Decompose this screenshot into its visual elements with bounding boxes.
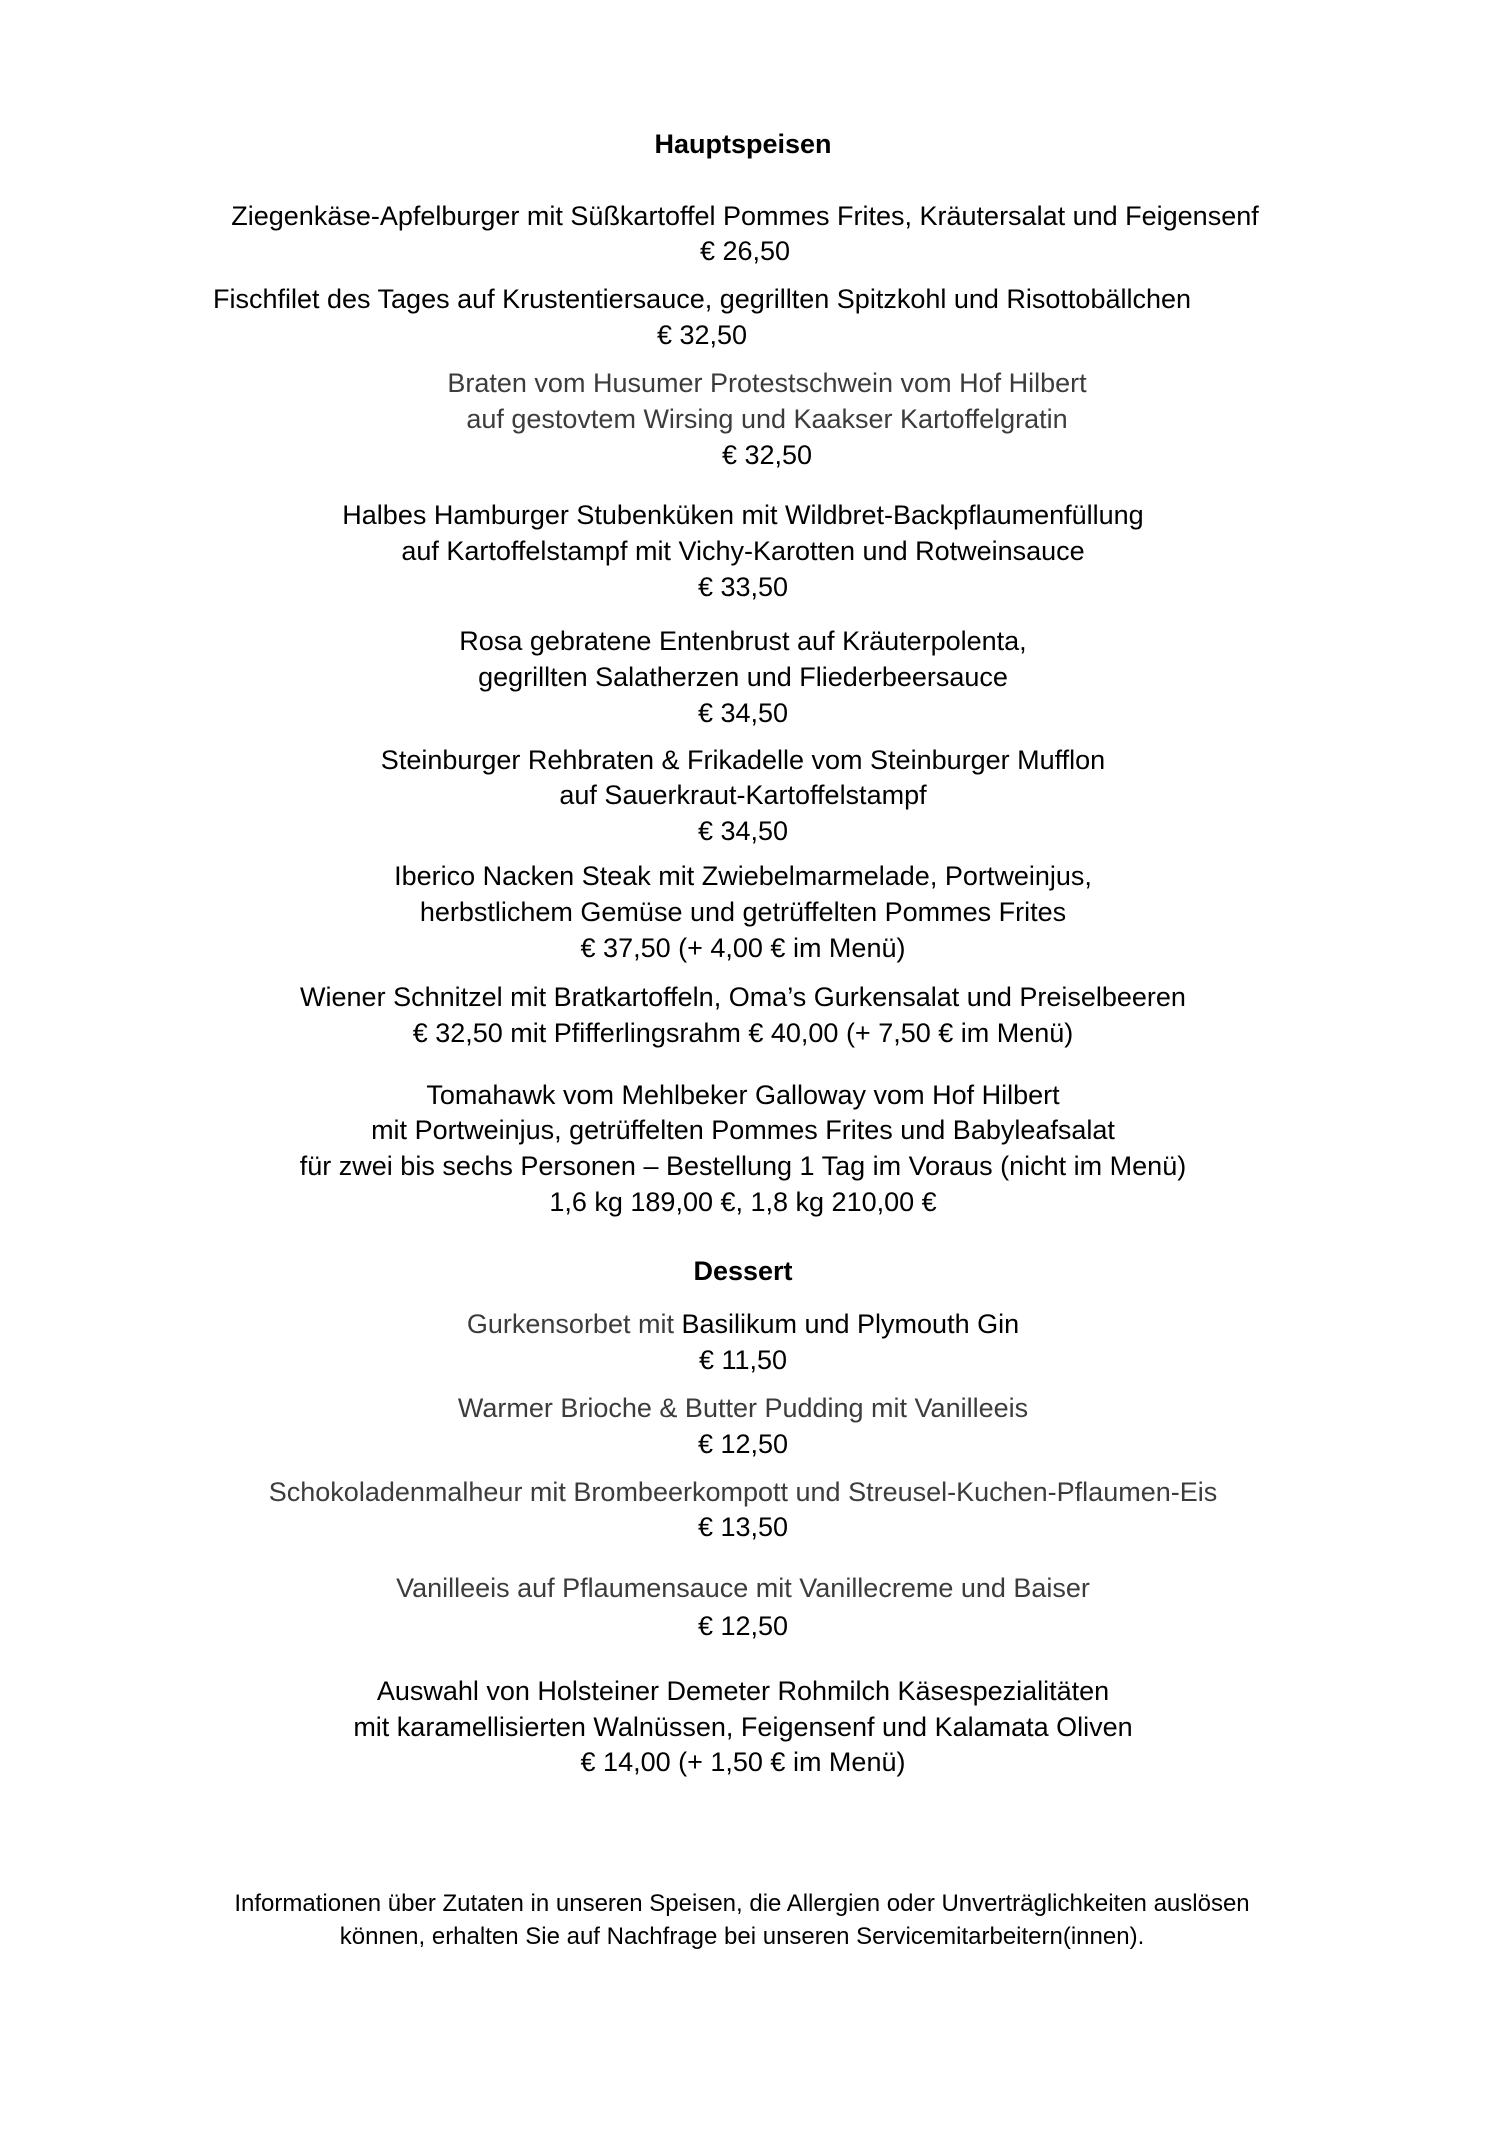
menu-item-entenbrust-line: Rosa gebratene Entenbrust auf Kräuterpolenta,: [459, 626, 1027, 656]
menu-item-tomahawk-line: mit Portweinjus, getrüffelten Pommes Frites und Babyleafsalat: [371, 1115, 1115, 1145]
menu-item-rehbraten-line: Steinburger Rehbraten & Frikadelle vom Steinburger Mufflon: [380, 745, 1106, 775]
section-heading-hauptspeisen: Hauptspeisen: [654, 129, 832, 159]
menu-item-wiener-schnitzel-price: € 32,50 mit Pfifferlingsrahm € 40,00 (+ 7,50 € im Menü): [412, 1018, 1074, 1048]
dessert-name-part: Basilikum und Plymouth Gin: [673, 1309, 1020, 1339]
menu-item-vanilleeis-line: Vanilleeis auf Pflaumensauce mit Vanillecreme und Baiser: [396, 1573, 1090, 1603]
menu-item-rehbraten-price: € 34,50: [697, 816, 789, 846]
menu-item-schokoladenmalheur-price: € 13,50: [697, 1512, 789, 1542]
menu-item-tomahawk-price: 1,6 kg 189,00 €, 1,8 kg 210,00 €: [549, 1187, 937, 1217]
menu-item-braten-protestschwein-line: auf gestovtem Wirsing und Kaakser Kartoffelgratin: [466, 404, 1068, 434]
menu-item-wiener-schnitzel-line: Wiener Schnitzel mit Bratkartoffeln, Oma’s Gurkensalat und Preiselbeeren: [300, 982, 1186, 1012]
menu-item-stubenkueken-line: auf Kartoffelstampf mit Vichy-Karotten und Rotweinsauce: [401, 536, 1085, 566]
menu-item-kaesespezialitaeten-price: € 14,00 (+ 1,50 € im Menü): [580, 1747, 906, 1777]
menu-item-tomahawk-line: Tomahawk vom Mehlbeker Galloway vom Hof Hilbert: [426, 1080, 1060, 1110]
menu-item-braten-protestschwein-line: Braten vom Husumer Protestschwein vom Hof Hilbert: [447, 368, 1087, 398]
menu-item-brioche-pudding-price: € 12,50: [697, 1429, 789, 1459]
menu-item-ziegenkaese-apfelburger-price: € 26,50: [699, 236, 791, 266]
menu-item-vanilleeis-price: € 12,50: [697, 1611, 789, 1641]
menu-item-iberico-steak-line: herbstlichem Gemüse und getrüffelten Pommes Frites: [419, 897, 1067, 927]
menu-item-kaesespezialitaeten-line: mit karamellisierten Walnüssen, Feigensenf und Kalamata Oliven: [353, 1712, 1133, 1742]
dessert-name-part: Gurkensorbet mit: [466, 1309, 674, 1339]
menu-item-iberico-steak-price: € 37,50 (+ 4,00 € im Menü): [580, 933, 906, 963]
menu-item-brioche-pudding-line: Warmer Brioche & Butter Pudding mit Vanilleeis: [457, 1393, 1029, 1423]
menu-item-fischfilet-price: € 32,50: [656, 320, 748, 350]
menu-item-ziegenkaese-apfelburger-line: Ziegenkäse-Apfelburger mit Süßkartoffel Pommes Frites, Kräutersalat und Feigensenf: [231, 201, 1259, 231]
section-heading-dessert: Dessert: [693, 1256, 793, 1286]
menu-item-braten-protestschwein-price: € 32,50: [721, 440, 813, 470]
menu-item-gurkensorbet-price: € 11,50: [698, 1345, 788, 1375]
menu-item-fischfilet-line: Fischfilet des Tages auf Krustentiersauce, gegrillten Spitzkohl und Risottobällchen: [212, 284, 1192, 314]
allergen-info-line: Informationen über Zutaten in unseren Speisen, die Allergien oder Unverträglichkeiten auslösen: [234, 1890, 1250, 1917]
menu-item-schokoladenmalheur-line: Schokoladenmalheur mit Brombeerkompott und Streusel-Kuchen-Pflaumen-Eis: [268, 1477, 1218, 1507]
menu-item-kaesespezialitaeten-line: Auswahl von Holsteiner Demeter Rohmilch Käsespezialitäten: [376, 1676, 1110, 1706]
menu-item-iberico-steak-line: Iberico Nacken Steak mit Zwiebelmarmelade, Portweinjus,: [394, 861, 1092, 891]
menu-item-stubenkueken-price: € 33,50: [697, 572, 789, 602]
menu-item-stubenkueken-line: Halbes Hamburger Stubenküken mit Wildbret-Backpflaumenfüllung: [342, 500, 1144, 530]
allergen-info-line: können, erhalten Sie auf Nachfrage bei unseren Servicemitarbeitern(innen).: [339, 1923, 1145, 1950]
menu-item-rehbraten-line: auf Sauerkraut-Kartoffelstampf: [559, 780, 927, 810]
menu-item-entenbrust-price: € 34,50: [697, 698, 789, 728]
menu-item-entenbrust-line: gegrillten Salatherzen und Fliederbeersauce: [478, 662, 1008, 692]
menu-item-gurkensorbet-line: [467, 1306, 1019, 1342]
menu-item-tomahawk-line: für zwei bis sechs Personen – Bestellung 1 Tag im Voraus (nicht im Menü): [299, 1151, 1187, 1181]
